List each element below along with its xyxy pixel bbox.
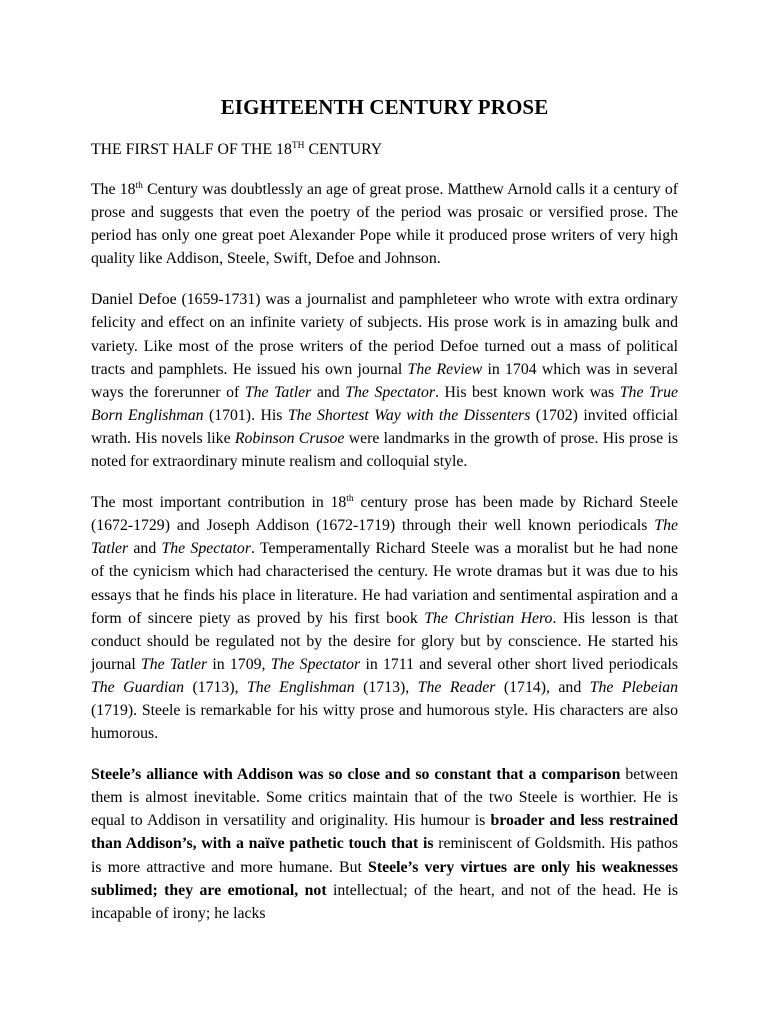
italic-title: The Guardian <box>91 678 185 696</box>
section-heading-text: THE FIRST HALF OF THE 18 <box>91 141 292 158</box>
italic-title: The Christian Hero <box>424 609 553 627</box>
text-run: Daniel Defoe (1659-1731) was a journalist and pamphleteer who wrote with extra ordinary felicity and effect on an infinite variety of subjects. His prose work is in amazing bulk and variety. Like most of the prose writers of the period Defoe turned out a mass of political tracts and pamphlets. He issued his own journal <box>91 291 678 378</box>
bold-text: Steele’s alliance with Addison was so close and so constant that a comparison <box>91 766 621 784</box>
section-heading-superscript: TH <box>291 141 305 151</box>
text-run: Century was doubtlessly an age of great prose. Matthew Arnold calls it a century of prose and suggests that even the poetry of the period was prosaic or versified prose. The period has only one great poet Alexander Pope while it produced prose writers of very high quality like Addison, Steele, Swift, Defoe and Johnson. <box>91 181 678 268</box>
text-run: (1719). Steele is remarkable for his witty prose and humorous style. His characters are also humorous. <box>91 701 678 743</box>
text-run: The 18 <box>91 181 136 198</box>
text-run: . His lesson is that conduct should be regulated not by the desire for glory but by conscience. He started his journal <box>91 609 678 673</box>
italic-title: The Spectator <box>270 655 361 673</box>
text-run: . Temperamentally Richard Steele was a moralist but he had none of the cynicism which had characterised the century. He wrote dramas but it was due to his essays that he finds his place in literature. He had variation and sentimental aspiration and a form of sincere piety as proved by his first book <box>91 540 678 627</box>
text-run: and <box>128 540 162 558</box>
superscript: th <box>135 181 143 191</box>
italic-title: The Tatler <box>141 655 208 673</box>
text-run: in 1711 and several other short lived periodicals <box>360 655 678 673</box>
italic-title: The Spectator <box>345 383 436 401</box>
paragraph-2 <box>91 288 678 473</box>
text-run: (1713), <box>184 678 248 696</box>
text-run: (1713), <box>354 678 418 696</box>
text-run: reminiscent of Goldsmith. His pathos is more attractive and more humane. But <box>91 835 678 876</box>
section-heading <box>91 138 678 161</box>
text-run: and <box>311 383 346 401</box>
text-run: were landmarks in the growth of prose. His prose is noted for extraordinary minute realism and colloquial style. <box>91 429 678 471</box>
italic-title: The Shortest Way with the Dissenters <box>287 406 531 424</box>
italic-title: The Plebeian <box>589 678 679 696</box>
text-run: intellectual; of the heart, and not of the head. He is incapable of irony; he lacks <box>91 881 678 922</box>
page-title: EIGHTEENTH CENTURY PROSE <box>220 95 549 119</box>
italic-title: The Tatler <box>91 517 678 558</box>
bold-text: Steele’s very virtues are only his weaknesses sublimed; they are emotional, not <box>91 858 679 899</box>
text-run: (1702) invited official wrath. His novels like <box>91 406 678 447</box>
italic-title: The Spectator <box>161 540 251 558</box>
text-run: (1714), and <box>495 678 590 696</box>
paragraph-4 <box>91 763 678 925</box>
section-heading-tail: CENTURY <box>304 141 383 158</box>
italic-title: Robinson Crusoe <box>234 429 345 447</box>
text-run: century prose has been made by Richard Steele (1672-1729) and Joseph Addison (1672-1719) through their well known periodicals <box>91 494 678 535</box>
superscript: th <box>346 494 354 505</box>
paragraph-1 <box>91 178 678 270</box>
bold-text: broader and less restrained than Addison’s, with a naïve pathetic touch that is <box>91 812 678 853</box>
paragraph-3 <box>91 491 678 745</box>
text-run: in 1704 which was in several ways the forerunner of <box>91 360 678 401</box>
text-run: in 1709, <box>207 655 271 673</box>
italic-title: The True Born Englishman <box>91 383 678 424</box>
italic-title: The Reader <box>417 678 496 696</box>
italic-title: The Englishman <box>247 678 355 696</box>
text-run: between them is almost inevitable. Some critics maintain that of the two Steele is worthier. He is equal to Addison in versatility and originality. His humour is <box>91 766 678 830</box>
italic-title: The Tatler <box>244 383 312 401</box>
italic-title: The Review <box>407 360 483 378</box>
text-run: . His best known work was <box>435 383 620 401</box>
text-run: (1701). His <box>203 406 288 424</box>
text-run: The most important contribution in 18 <box>91 494 347 512</box>
